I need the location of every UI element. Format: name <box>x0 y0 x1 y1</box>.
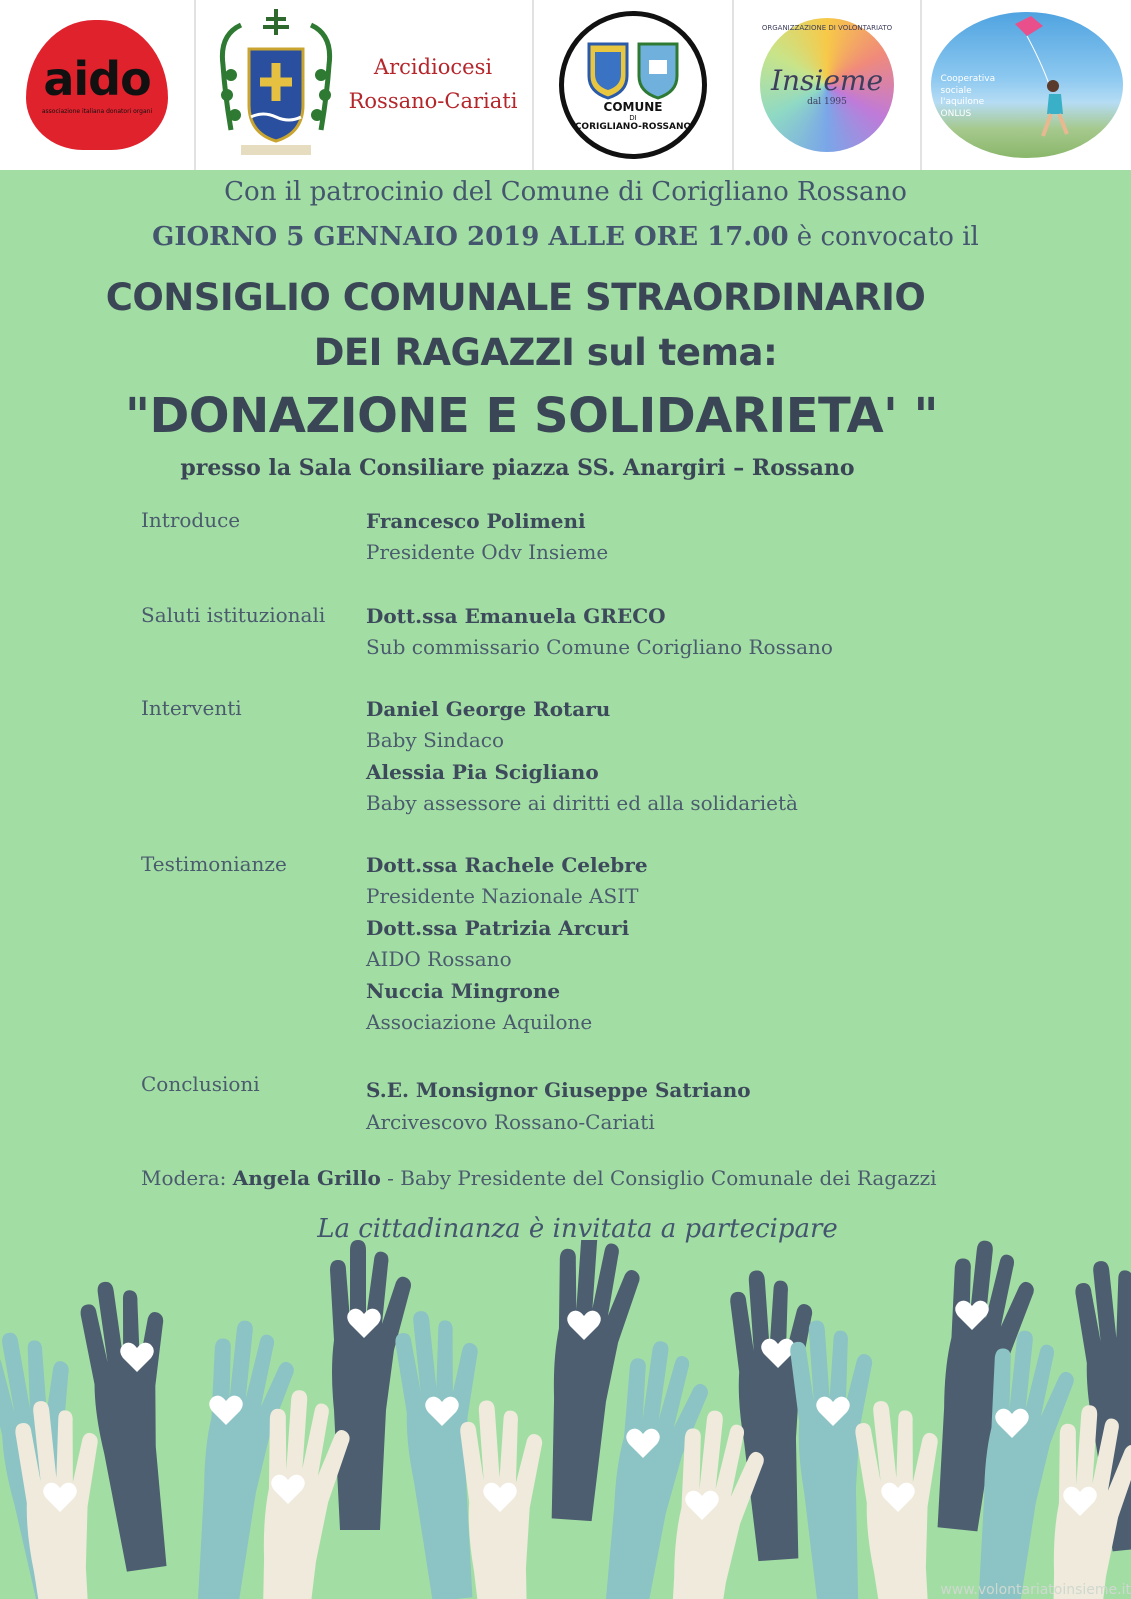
programme-role: Associazione Aquilone <box>366 1010 593 1034</box>
coat-of-arms-icon <box>211 5 341 165</box>
programme-name: Daniel George Rotaru <box>366 697 611 721</box>
invitation-line: La cittadinanza è invitata a partecipare <box>317 1214 838 1244</box>
programme-label-saluti: Saluti istituzionali <box>141 603 326 627</box>
title-line-2: DEI RAGAZZI sul tema: <box>313 331 778 374</box>
aquilone-text: Cooperativa sociale l'aquilone ONLUS <box>940 74 996 120</box>
logo-strip <box>0 0 1131 170</box>
programme-label-interventi: Interventi <box>141 696 242 720</box>
title-line-1: CONSIGLIO COMUNALE STRAORDINARIO <box>105 276 926 319</box>
comune-word: COMUNE <box>603 100 663 114</box>
date-line-rest: è convocato il <box>788 222 979 252</box>
programme-role: Presidente Odv Insieme <box>366 540 609 564</box>
programme-label-testimonianze: Testimonianze <box>141 852 287 876</box>
insieme-year: dal 1995 <box>807 96 847 107</box>
aido-logo-word: aido <box>43 51 151 106</box>
moderator-prefix: Modera: <box>141 1166 233 1190</box>
aido-logo-subtitle: associazione italiana donatori organi <box>41 107 153 115</box>
programme-role: Arcivescovo Rossano-Cariati <box>366 1110 655 1134</box>
arcidiocesi-line1: Arcidiocesi <box>373 55 493 80</box>
programme-label-introduce: Introduce <box>141 508 241 532</box>
programme-role: Sub commissario Comune Corigliano Rossano <box>366 635 833 659</box>
programme-name: S.E. Monsignor Giuseppe Satriano <box>366 1078 751 1102</box>
programme-role: AIDO Rossano <box>366 947 512 971</box>
arcidiocesi-line2: Rossano-Cariati <box>348 89 518 113</box>
programme-role: Baby Sindaco <box>366 728 505 752</box>
aquilone-logo <box>922 0 1131 170</box>
comune-di: DI <box>629 114 637 122</box>
moderator-line <box>141 1166 937 1190</box>
programme-role: Baby assessore ai diritti ed alla solidarietà <box>366 791 798 815</box>
venue-line: presso la Sala Consiliare piazza SS. Anargiri – Rossano <box>180 455 855 481</box>
moderator-name: Angela Grillo <box>232 1166 381 1190</box>
raised-hands-illustration <box>0 1240 1131 1599</box>
date-time: GIORNO 5 GENNAIO 2019 ALLE ORE 17.00 <box>152 222 789 252</box>
comune-shields-icon <box>585 38 681 100</box>
comune-name: CORIGLIANO-ROSSANO <box>574 122 692 132</box>
insieme-logo <box>734 0 922 170</box>
patrocinio-line: Con il patrocinio del Comune di Corigliano Rossano <box>224 177 907 207</box>
programme-name: Dott.ssa Emanuela GRECO <box>366 604 666 628</box>
programme-label-conclusioni: Conclusioni <box>141 1072 260 1096</box>
arcidiocesi-logo <box>196 0 534 170</box>
theme-title: "DONAZIONE E SOLIDARIETA' " <box>124 388 939 444</box>
aido-logo <box>0 0 196 170</box>
programme-name: Nuccia Mingrone <box>366 979 561 1003</box>
comune-logo <box>534 0 734 170</box>
insieme-arc-text: ORGANIZZAZIONE DI VOLONTARIATO <box>761 24 893 32</box>
footer-url: www.volontariatoinsieme.it <box>940 1582 1131 1598</box>
programme-name: Dott.ssa Patrizia Arcuri <box>366 916 630 940</box>
programme-name: Dott.ssa Rachele Celebre <box>366 853 648 877</box>
moderator-role: - Baby Presidente del Consiglio Comunale dei Ragazzi <box>380 1166 937 1190</box>
insieme-word: Insieme <box>770 63 884 97</box>
programme-role: Presidente Nazionale ASIT <box>366 884 639 908</box>
programme-name: Francesco Polimeni <box>366 509 586 533</box>
programme-name: Alessia Pia Scigliano <box>366 760 599 784</box>
date-line <box>0 222 1131 252</box>
